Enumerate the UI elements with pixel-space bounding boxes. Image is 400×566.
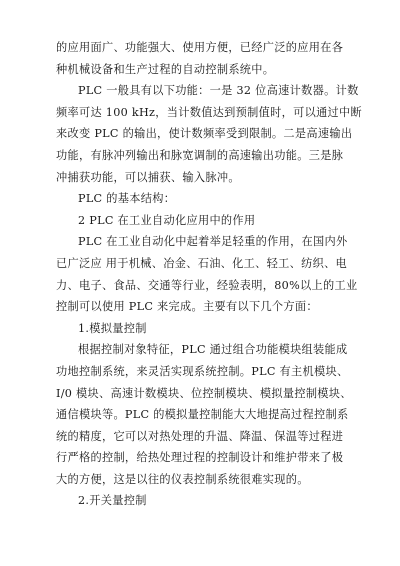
paragraph-line: 功地控制系统，来灵活实现系统控制。PLC 有主机模块、 [56, 364, 349, 378]
subsection-heading: 2.开关量控制 [78, 494, 147, 508]
paragraph-line: 种机械设备和生产过程的自动控制系统中。 [56, 62, 275, 76]
paragraph-line: 统的精度，它可以对热处理的升温、降温、保温等过程进 [56, 429, 344, 443]
paragraph-line: 通信模块等。PLC 的模拟量控制能大大地提高过程控制系 [56, 408, 349, 422]
paragraph-line: 的应用面广、功能强大、使用方便，已经广泛的应用在各 [56, 41, 344, 54]
paragraph-line: 行严格的控制，给热处理过程的控制设计和维护带来了极 [56, 451, 344, 465]
paragraph-line: PLC 一般具有以下功能：一是 32 位高速计数器。计数 [78, 84, 359, 98]
paragraph-line: 控制可以使用 PLC 来完成。主要有以下几个方面： [56, 300, 318, 314]
section-label: PLC 的基本结构： [78, 192, 176, 206]
subsection-heading: 1.模拟量控制 [78, 321, 147, 335]
paragraph-line: 冲捕获功能，可以捕获、输入脉冲。 [56, 170, 240, 184]
paragraph-line: 来改变 PLC 的输出，使计数频率受到限制。二是高速输出 [56, 127, 353, 141]
paragraph-line: PLC 在工业自动化中起着举足轻重的作用，在国内外 [78, 235, 348, 249]
paragraph-line: 功能，有脉冲列输出和脉宽调制的高速输出功能。三是脉 [56, 148, 344, 162]
paragraph-line: 频率可达 100 kHz，当计数值达到预制值时，可以通过中断 [56, 105, 362, 119]
paragraph-line: 力、电子、食品、交通等行业，经验表明，80%以上的工业 [56, 278, 358, 292]
paragraph-line: 已广泛应 用于机械、冶金、石油、化工、轻工、纺织、电 [56, 256, 348, 270]
section-heading: 2 PLC 在工业自动化应用中的作用 [78, 213, 256, 227]
paragraph-line: I/0 模块、高速计数模块、位控制模块、模拟量控制模块、 [56, 386, 352, 400]
paragraph-line: 大的方便，这是以往的仪表控制系统很难实现的。 [56, 472, 309, 486]
paragraph-line: 根据控制对象特征，PLC 通过组合功能模块组装能成 [78, 343, 348, 357]
